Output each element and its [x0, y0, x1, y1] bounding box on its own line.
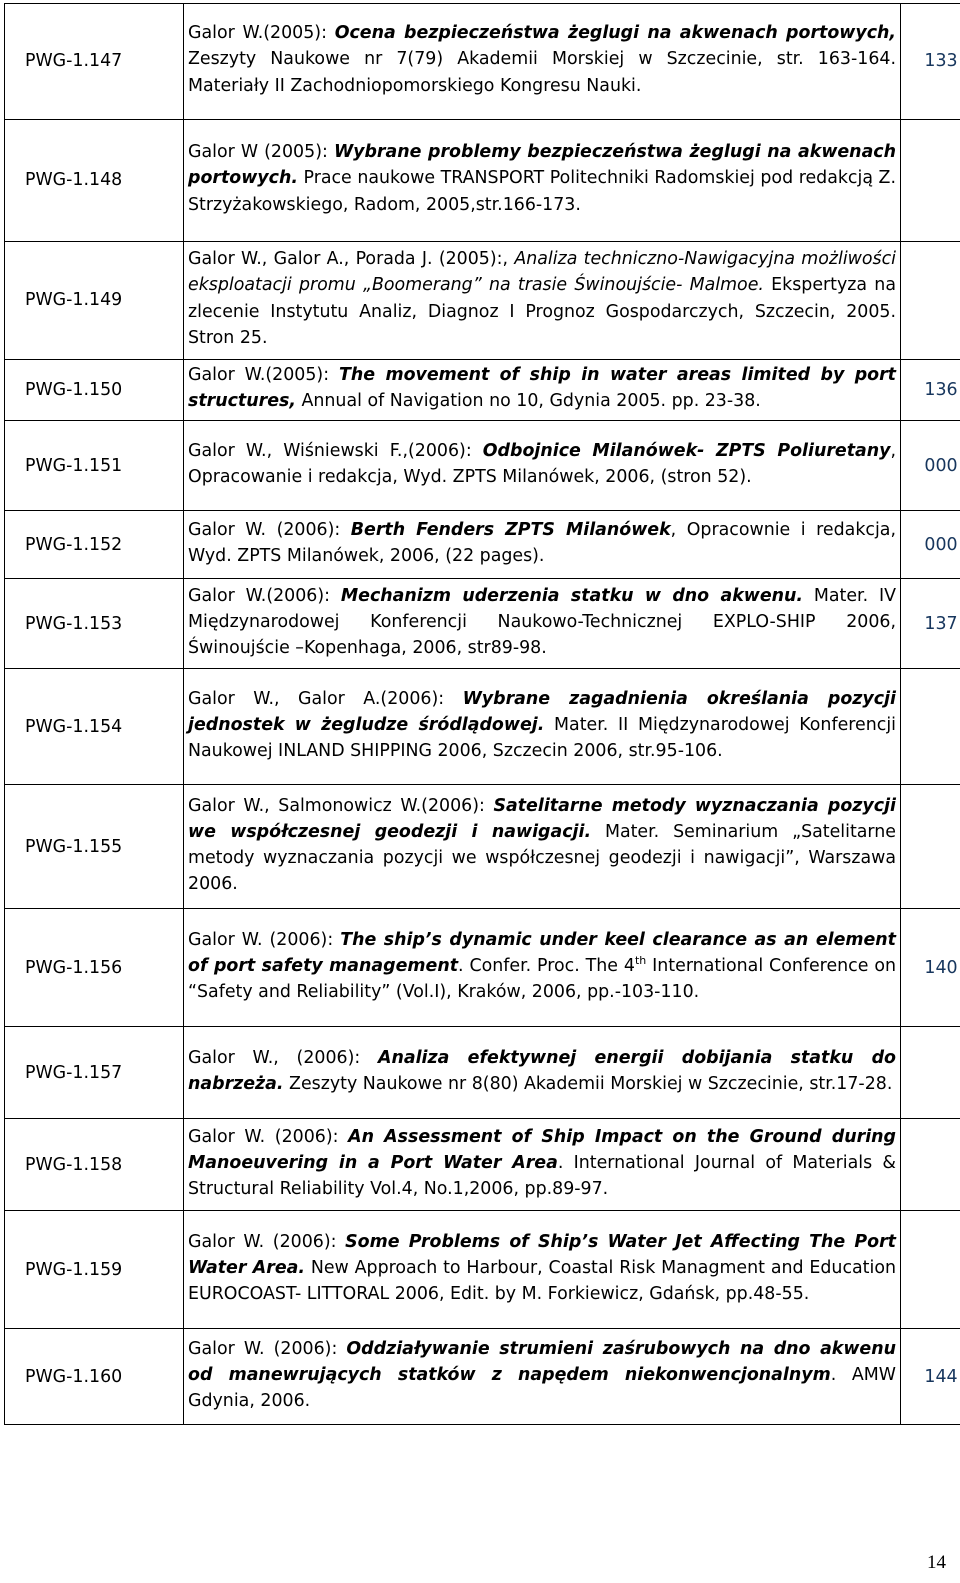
citation-text: Prace naukowe TRANSPORT Politechniki Radomskiej pod redakcją Z. Strzyżakowskiego, Radom, 2005,str.166-173. [188, 168, 896, 215]
reference-code: PWG-1.159 [5, 1211, 184, 1329]
citation-text: , Opracownie i redakcja, Wyd. ZPTS Milanówek, 2006, (22 pages). [188, 519, 896, 566]
reference-citation [184, 579, 901, 669]
reference-citation [184, 1329, 901, 1425]
reference-citation [184, 511, 901, 579]
reference-citation [184, 909, 901, 1027]
reference-row [5, 1211, 960, 1329]
reference-row [5, 360, 960, 421]
reference-page [901, 1027, 960, 1119]
reference-page: 140 [901, 909, 960, 1027]
citation-title: Ocena bezpieczeństwa żeglugi na akwenach portowych, [334, 23, 896, 44]
citation-text: Galor W.(2005): [188, 365, 339, 385]
citation-text: Galor W., Wiśniewski F.,(2006): [188, 440, 483, 461]
reference-citation [184, 360, 901, 421]
reference-citation [184, 120, 901, 242]
citation-title: Mechanizm uderzenia statku w dno akwenu. [340, 585, 804, 606]
citation-title: The ship’s dynamic under keel clearance as an element of port safety management [188, 929, 896, 976]
reference-code: PWG-1.147 [5, 4, 184, 120]
reference-code: PWG-1.151 [5, 421, 184, 511]
reference-code: PWG-1.148 [5, 120, 184, 242]
reference-page: 136 [901, 360, 960, 421]
citation-text: . AMW Gdynia, 2006. [188, 1364, 897, 1411]
citation-text: Galor W., Salmonowicz W.(2006): [188, 795, 494, 816]
reference-row [5, 1329, 960, 1425]
reference-row [5, 242, 960, 360]
reference-row [5, 4, 960, 120]
citation-text: Galor W (2005): [188, 142, 334, 163]
citation-text: New Approach to Harbour, Coastal Risk Managment and Education EUROCOAST- LITTORAL 2006, Edit. by M. Forkiewicz, Gdańsk, pp.48-55. [188, 1257, 896, 1304]
citation-text: . International Journal of Materials & Structural Reliability Vol.4, No.1,2006, pp.89-97. [188, 1152, 896, 1199]
reference-row [5, 120, 960, 242]
citation-text: Galor W., (2006): [188, 1047, 379, 1068]
citation-title-italic: Analiza techniczno-Nawigacyjna możliwości eksploatacji promu „Boomerang” na trasie Świnoujście- Malmoe. [188, 249, 896, 296]
citation-text: Galor W. (2006): [188, 1338, 347, 1359]
reference-citation [184, 242, 901, 360]
citation-text: Mater. IV Międzynarodowej Konferencji Naukowo-Technicznej EXPLO-SHIP 2006, Świnoujście –Kopenhaga, 2006, str89-98. [188, 585, 896, 658]
reference-page [901, 1119, 960, 1211]
citation-text: Galor W. (2006): [188, 519, 351, 540]
citation-text: . Confer. Proc. The 4 [458, 955, 635, 976]
reference-code: PWG-1.153 [5, 579, 184, 669]
citation-text: Annual of Navigation no 10, Gdynia 2005. pp. 23-38. [295, 391, 761, 412]
reference-citation [184, 669, 901, 785]
citation-text: Galor W.(2006): [188, 585, 341, 606]
reference-citation [184, 1119, 901, 1211]
citation-text: , Opracowanie i redakcja, Wyd. ZPTS Milanówek, 2006, (stron 52). [188, 440, 896, 487]
citation-text: Galor W., Galor A.(2006): [188, 688, 463, 709]
reference-row [5, 1119, 960, 1211]
page-number: 14 [927, 1552, 946, 1573]
reference-code: PWG-1.158 [5, 1119, 184, 1211]
citation-text: Ekspertyza na zlecenie Instytutu Analiz, Diagnoz I Prognoz Gospodarczych, Szczecin, 2005. Stron 25. [188, 275, 896, 348]
reference-code: PWG-1.156 [5, 909, 184, 1027]
reference-citation [184, 1211, 901, 1329]
reference-code: PWG-1.160 [5, 1329, 184, 1425]
reference-code: PWG-1.154 [5, 669, 184, 785]
citation-title: Berth Fenders ZPTS Milanówek [350, 519, 671, 540]
citation-text: Galor W. (2006): [188, 1126, 349, 1147]
citation-text: Galor W., Galor A., Porada J. (2005):, [188, 249, 515, 270]
reference-page [901, 1211, 960, 1329]
reference-row [5, 511, 960, 579]
reference-citation [184, 421, 901, 511]
citation-text: Mater. II Międzynarodowej Konferencji Naukowej INLAND SHIPPING 2006, Szczecin 2006, str.95-106. [188, 714, 896, 761]
citation-title: Odbojnice Milanówek- ZPTS Poliuretany [482, 440, 891, 461]
reference-code: PWG-1.157 [5, 1027, 184, 1119]
reference-citation [184, 785, 901, 909]
reference-code: PWG-1.152 [5, 511, 184, 579]
reference-page [901, 120, 960, 242]
citation-title: The movement of ship in water areas limited by port structures, [188, 365, 896, 412]
reference-page [901, 242, 960, 360]
citation-text: Galor W. (2006): [188, 1231, 346, 1252]
citation-text: International Conference on “Safety and Reliability” (Vol.I), Kraków, 2006, pp.-103-110. [188, 955, 896, 1002]
reference-page: 144 [901, 1329, 960, 1425]
citation-title: Analiza efektywnej energii dobijania statku do nabrzeża. [188, 1047, 896, 1094]
reference-page: 000 [901, 511, 960, 579]
reference-page [901, 669, 960, 785]
citation-superscript: th [634, 954, 647, 967]
citation-title: Oddziaływanie strumieni zaśrubowych na dno akwenu od manewrujących statków z napędem niekonwencjonalnym [188, 1338, 896, 1385]
citation-text: Zeszyty Naukowe nr 7(79) Akademii Morskiej w Szczecinie, str. 163-164. Materiały II Zachodniopomorskiego Kongresu Nauki. [188, 49, 896, 96]
citation-title: Wybrane problemy bezpieczeństwa żeglugi na akwenach portowych. [188, 142, 896, 189]
citation-text: Galor W. (2006): [188, 929, 341, 950]
citation-title: Some Problems of Ship’s Water Jet Affecting The Port Water Area. [188, 1231, 896, 1278]
reference-row [5, 1027, 960, 1119]
citation-title: An Assessment of Ship Impact on the Ground during Manoeuvering in a Port Water Area [188, 1126, 896, 1173]
citation-text: Mater. Seminarium „Satelitarne metody wyznaczania pozycji we współczesnej geodezji i nawigacji”, Warszawa 2006. [188, 821, 896, 895]
reference-code: PWG-1.150 [5, 360, 184, 421]
reference-row [5, 421, 960, 511]
bibliography-table-body [5, 4, 960, 1425]
reference-code: PWG-1.155 [5, 785, 184, 909]
citation-title: Satelitarne metody wyznaczania pozycji we współczesnej geodezji i nawigacji. [188, 795, 896, 842]
reference-page [901, 785, 960, 909]
citation-text: Galor W.(2005): [188, 23, 335, 44]
citation-title: Wybrane zagadnienia określania pozycji jednostek w żegludze śródlądowej. [188, 688, 896, 735]
reference-page: 137 [901, 579, 960, 669]
reference-row [5, 909, 960, 1027]
citation-text: Zeszyty Naukowe nr 8(80) Akademii Morskiej w Szczecinie, str.17-28. [283, 1073, 893, 1094]
reference-page: 000 [901, 421, 960, 511]
reference-row [5, 669, 960, 785]
reference-citation [184, 4, 901, 120]
bibliography-table [4, 3, 960, 1425]
reference-row [5, 579, 960, 669]
reference-row [5, 785, 960, 909]
reference-citation [184, 1027, 901, 1119]
reference-page: 133 [901, 4, 960, 120]
reference-code: PWG-1.149 [5, 242, 184, 360]
